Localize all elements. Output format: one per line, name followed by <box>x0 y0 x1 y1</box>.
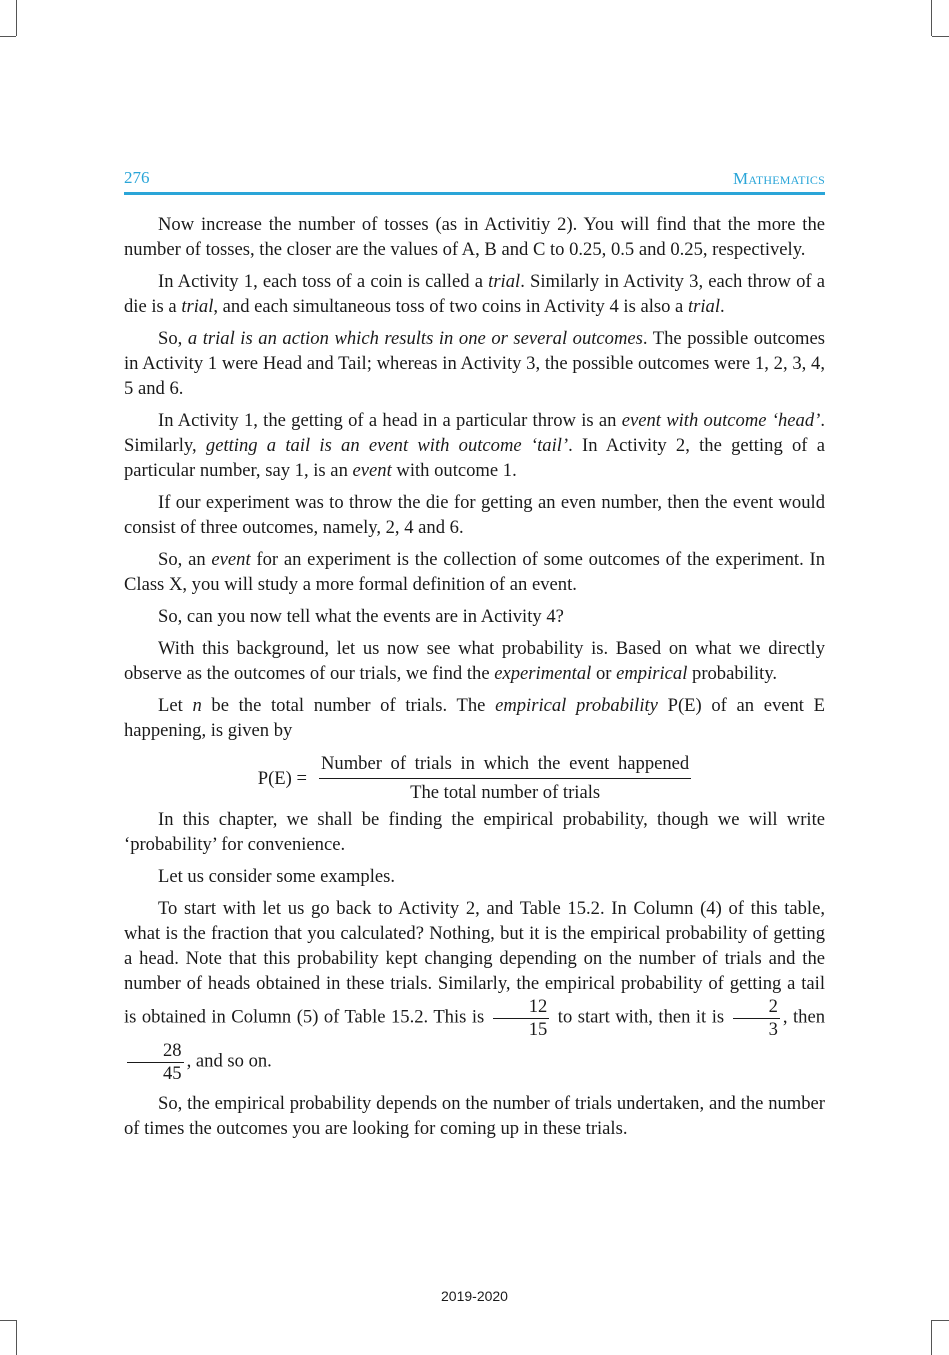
footer-year: 2019-2020 <box>441 1288 508 1304</box>
empirical-probability-formula <box>124 751 825 805</box>
fraction-28-45: $\frac{28}{45}$ <box>127 1040 184 1084</box>
paragraph-5: If our experiment was to throw the die for getting an even number, then the event would consist of three outcomes, namely, 2, 4 and 6. <box>124 492 825 538</box>
fraction-2-3: $\frac{2}{3}$ <box>733 996 780 1040</box>
header-rule <box>124 192 825 195</box>
crop-mark-bottom-right-h <box>932 1320 949 1321</box>
paragraph-2: In Activity 1, each toss of a coin is called a trial. Similarly in Activity 3, each throw of a die is a trial, and each simultaneous toss of two coins in Activity 4 is also a trial. <box>124 271 826 317</box>
paragraph-13: So, the empirical probability depends on the number of trials undertaken, and the number of times the outcomes you are looking for coming up in these trials. <box>124 1093 825 1139</box>
paragraph-9: Let n be the total number of trials. The empirical probability P(E) of an event E happening, is given by <box>124 695 825 741</box>
page-number: 276 <box>124 168 150 187</box>
paragraph-10: In this chapter, we shall be finding the empirical probability, though we will write ‘probability’ for convenience. <box>124 809 825 855</box>
paragraph-7: So, can you now tell what the events are in Activity 4? <box>158 606 564 627</box>
running-title: Mathematics <box>733 169 825 188</box>
crop-mark-bottom-left-h <box>0 1320 16 1321</box>
definition-trial: a trial is an action which results in one or several outcomes <box>187 328 643 349</box>
crop-mark-top-right-h <box>932 36 949 37</box>
term-trial: trial <box>488 271 521 292</box>
term-trial: trial <box>687 296 720 317</box>
crop-mark-top-left-v <box>16 0 17 36</box>
crop-mark-top-left-h <box>0 36 16 37</box>
formula-denominator: The total number of trials <box>410 781 601 803</box>
page-body <box>124 212 825 1148</box>
paragraph-6: So, an event for an experiment is the collection of some outcomes of the experiment. In Class X, you will study a more formal definition of an event. <box>124 549 825 595</box>
formula-fraction <box>319 752 691 805</box>
paragraph-11: Let us consider some examples. <box>158 866 396 887</box>
paragraph-3: So, a trial is an action which results in one or several outcomes. The possible outcomes in Activity 1 were Head and Tail; whereas in Activity 3, the possible outcomes were 1, 2, 3, 4, 5 and 6. <box>124 328 826 399</box>
paragraph-12: To start with let us go back to Activity 2, and Table 15.2. In Column (4) of this table, what is the fraction that you calculated? Nothing, but it is the empirical probability of getting a head. Note that this probability kept changing depending on the number of trials and the number of heads obtained in these trials. Similarly, the empirical probability of getting a tail is obtained in Column (5) of Table 15.2. This is $\frac{12}{15}$ to start with, then it is $\frac{2}{3}$ , then $\frac{28}{45}$ , and so on. <box>124 898 826 1084</box>
paragraph-4: In Activity 1, the getting of a head in a particular throw is an event with outcome ‘head’. Similarly, getting a tail is an event with outcome ‘tail’. In Activity 2, the getting of a particular number, say 1, is an event with outcome 1. <box>124 410 825 481</box>
formula-numerator: Number of trials in which the event happened <box>319 752 691 779</box>
term-trial: trial <box>181 296 214 317</box>
crop-mark-top-right-v <box>931 0 932 36</box>
crop-mark-bottom-right-v <box>931 1320 932 1355</box>
paragraph-1: Now increase the number of tosses (as in Activitiy 2). You will find that the more the number of tosses, the closer are the values of A, B and C to 0.25, 0.5 and 0.25, respectively. <box>124 214 825 260</box>
term-event: event <box>352 460 392 481</box>
term-event: event <box>211 549 251 570</box>
fraction-12-15: $\frac{12}{15}$ <box>493 996 550 1040</box>
crop-mark-bottom-left-v <box>16 1320 17 1355</box>
formula-lhs: P(E) = <box>257 767 307 789</box>
paragraph-8: With this background, let us now see what probability is. Based on what we directly observe as the outcomes of our trials, we find the experimental or empirical probability. <box>124 638 825 684</box>
page-header <box>124 168 825 192</box>
